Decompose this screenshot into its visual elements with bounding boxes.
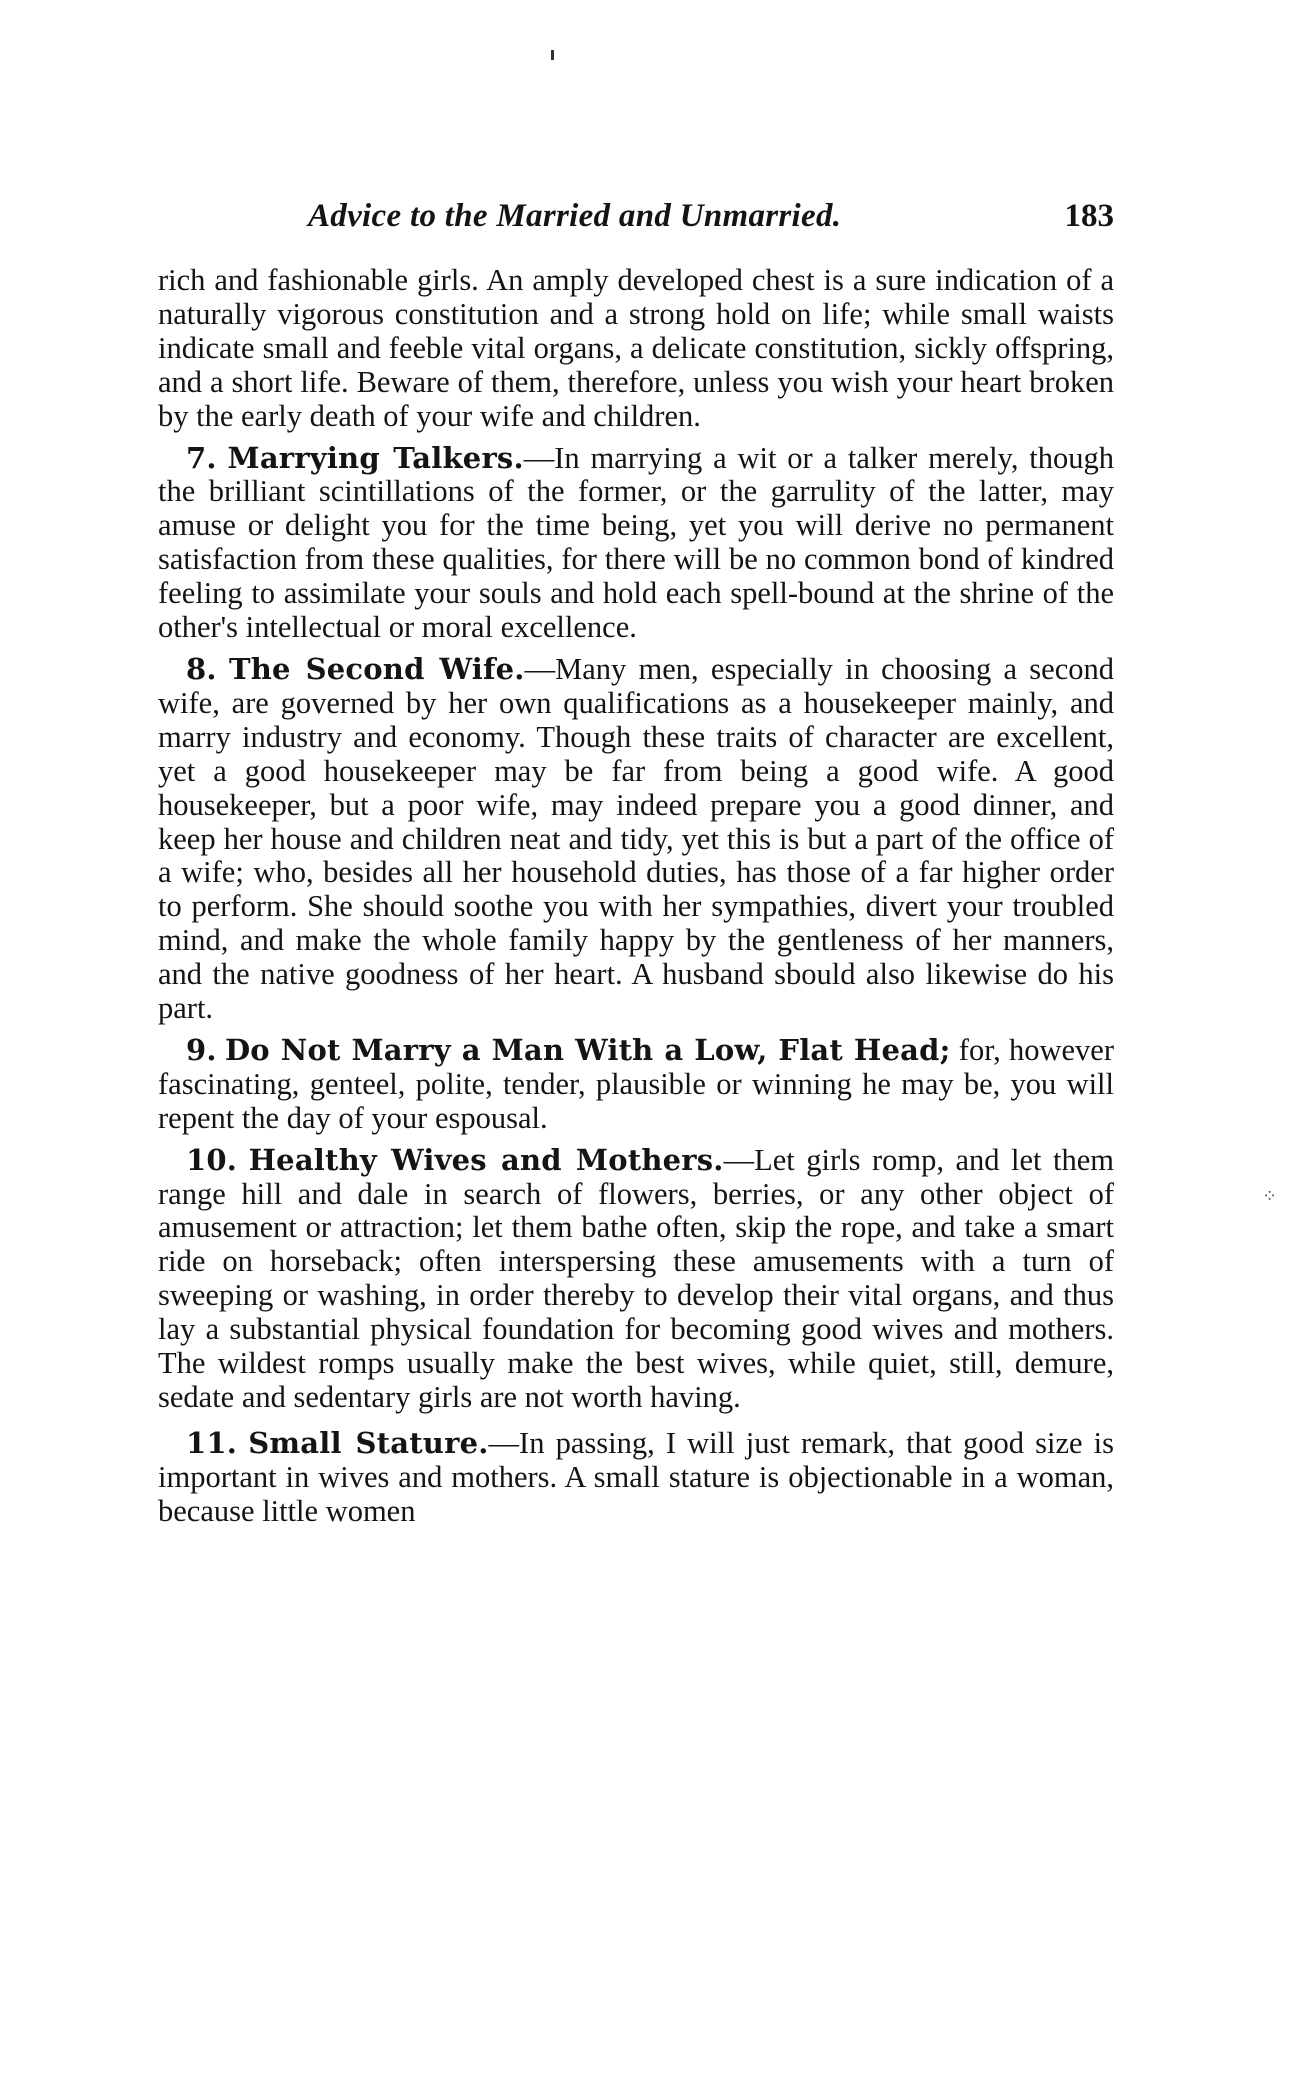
section-8 bbox=[158, 653, 1114, 1026]
body-text bbox=[158, 264, 1114, 1529]
section-heading: Healthy Wives and Mothers. bbox=[248, 1142, 724, 1177]
section-number: 7. bbox=[186, 440, 217, 475]
print-speck bbox=[551, 50, 554, 60]
section-10 bbox=[158, 1144, 1114, 1415]
section-number: 8. bbox=[186, 651, 217, 686]
section-heading: Small Stature. bbox=[248, 1425, 489, 1460]
section-text: —Let girls romp, and let them range hill and dale in search of flowers, berries, or any other object of amusement or attraction; let them bathe often, skip the rope, and take a smart ride on horseback; often interspersing these amusements with a turn of sweeping or washing, in order thereby to develop their vital organs, and thus lay a substantial physical foundation for becoming good wives and mothers. The wildest romps usually make the best wives, while quiet, still, demure, sedate and sedentary girls are not worth having. bbox=[158, 1142, 1114, 1414]
margin-speck: ⁘ bbox=[1262, 1186, 1278, 1206]
running-head bbox=[158, 198, 1114, 244]
running-title: Advice to the Married and Unmarried. bbox=[308, 198, 842, 234]
section-text: —In marrying a wit or a talker merely, though the brilliant scintillations of the former, or the garrulity of the latter, may amuse or delight you for the time being, yet you will derive no permanent satisfaction from these qualities, for there will be no common bond of kindred feeling to assimilate your souls and hold each spell-bound at the shrine of the other's intellectual or moral excellence. bbox=[158, 440, 1114, 645]
section-number: 11. bbox=[186, 1425, 238, 1460]
section-heading: The Second Wife. bbox=[228, 651, 525, 686]
section-11 bbox=[158, 1427, 1114, 1529]
page-number: 183 bbox=[1064, 198, 1114, 234]
section-text: for, however fascinating, genteel, polite, tender, plausible or winning he may be, you will repent the day of your espousal. bbox=[158, 1032, 1115, 1135]
section-9 bbox=[158, 1034, 1114, 1136]
section-text: —Many men, especially in choosing a second wife, are governed by her own qualifications as a housekeeper mainly, and marry industry and economy. Though these traits of character are excellent, yet a good housekeeper may be far from being a good wife. A good housekeeper, but a poor wife, may indeed prepare you a good dinner, and keep her house and children neat and tidy, yet this is but a part of the office of a wife; who, besides all her household duties, has those of a far higher order to perform. She should soothe you with her sympathies, divert your troubled mind, and make the whole family happy by the gentleness of her manners, and the native goodness of her heart. A husband sbould also likewise do his part. bbox=[158, 651, 1114, 1026]
section-number: 10. bbox=[186, 1142, 238, 1177]
section-text: —In passing, I will just remark, that good size is important in wives and mothers. A small stature is objectionable in a woman, because little women bbox=[158, 1425, 1115, 1528]
section-7 bbox=[158, 442, 1114, 645]
section-heading: Marrying Talkers. bbox=[227, 440, 524, 475]
section-number: 9. bbox=[186, 1032, 217, 1067]
section-heading: Do Not Marry a Man With a Low, Flat Head; bbox=[224, 1032, 951, 1067]
continuation-paragraph: rich and fashionable girls. An amply developed chest is a sure indication of a naturally vigorous constitution and a strong hold on life; while small waists indicate small and feeble vital organs, a delicate constitution, sickly offspring, and a short life. Beware of them, therefore, unless you wish your heart broken by the early death of your wife and children. bbox=[158, 263, 1114, 433]
